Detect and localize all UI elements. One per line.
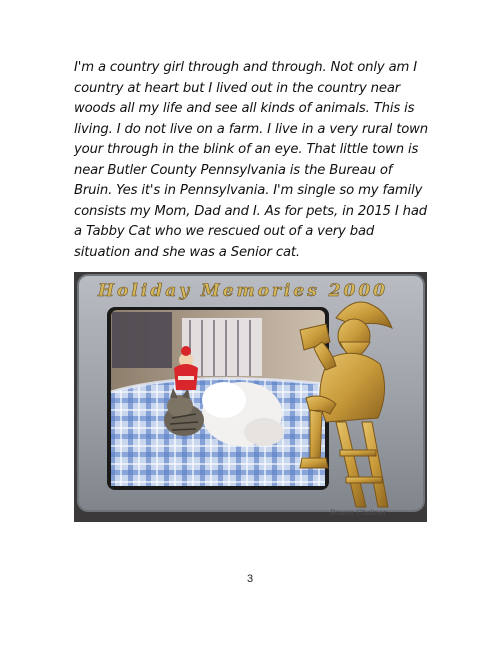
frame-caption: Holiday Memories 2000 xyxy=(98,281,389,301)
photo-holiday-frame xyxy=(74,272,427,522)
page-number: 3 xyxy=(246,573,254,585)
frame-signature: Bowen Chalmer xyxy=(330,509,387,517)
body-paragraph: I'm a country girl through and through. Not only am I country at heart but I lived out in the country near woods all my life and see all kinds of animals. This is living. I do not live on a farm. I live in a very rural town your through in the blink of an eye. That little town is near Butler County Pennsylvania is the Bureau of Bruin. Yes it's in Pennsylvania. I'm single so my family consists my Mom, Dad and I. As for pets, in 2015 I had a Tabby Cat who we rescued out of a very bad situation and she was a Senior cat. xyxy=(74,60,428,260)
photo-illustration xyxy=(74,272,427,522)
